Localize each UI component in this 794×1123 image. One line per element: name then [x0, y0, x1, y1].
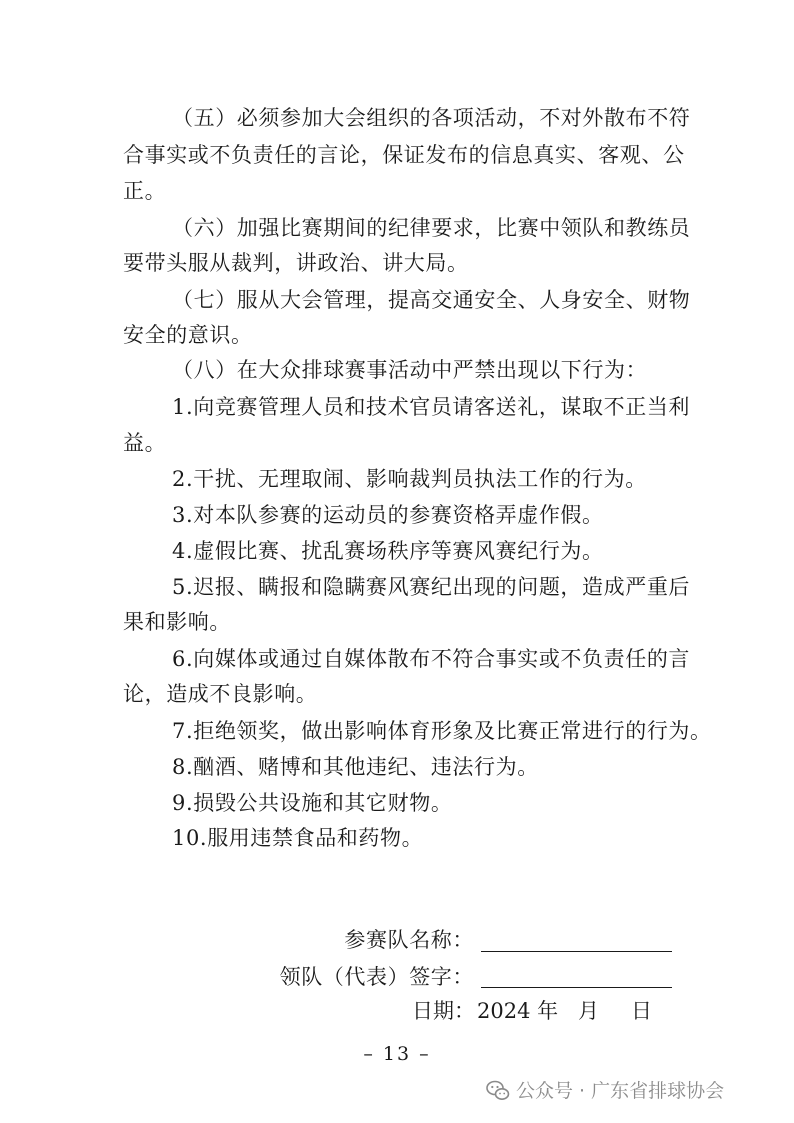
list-item: 5.迟报、瞒报和隐瞒赛风赛纪出现的问题，造成严重后	[172, 575, 691, 599]
list-item: 1.向竞赛管理人员和技术官员请客送礼，谋取不正当利	[172, 395, 691, 419]
leader-signature-line[interactable]	[481, 987, 672, 988]
paragraph-line: 正。	[123, 179, 167, 203]
list-item: 8.酗酒、赌博和其他违纪、违法行为。	[172, 755, 539, 779]
watermark	[486, 1078, 724, 1104]
date-month: 月	[578, 999, 599, 1023]
list-item: 4.虚假比赛、扰乱赛场秩序等赛风赛纪行为。	[172, 539, 604, 563]
list-item-continuation: 益。	[123, 431, 167, 455]
list-item: 2.干扰、无理取闹、影响裁判员执法工作的行为。	[172, 467, 647, 491]
date-label: 日期：	[412, 999, 475, 1023]
list-item: 6.向媒体或通过自媒体散布不符合事实或不负责任的言	[172, 647, 691, 671]
list-item-continuation: 论，造成不良影响。	[123, 682, 318, 706]
team-name-signature-line[interactable]	[481, 951, 672, 952]
list-item: 10.服用违禁食品和药物。	[172, 826, 424, 850]
paragraph-line: （六）加强比赛期间的纪律要求，比赛中领队和教练员	[172, 216, 691, 240]
paragraph-line: 安全的意识。	[123, 323, 253, 347]
paragraph-line: 要带头服从裁判，讲政治、讲大局。	[123, 251, 469, 275]
paragraph-line: （七）服从大会管理，提高交通安全、人身安全、财物	[172, 288, 691, 312]
team-name-label: 参赛队名称：	[344, 928, 474, 952]
watermark-text: 公众号 · 广东省排球协会	[516, 1080, 725, 1102]
list-item: 7.拒绝领奖，做出影响体育形象及比赛正常进行的行为。	[172, 719, 712, 743]
paragraph-line: 合事实或不负责任的言论，保证发布的信息真实、客观、公	[123, 143, 685, 167]
leader-signature-label: 领队（代表）签字：	[279, 965, 474, 989]
list-item-continuation: 果和影响。	[123, 610, 231, 634]
date-day: 日	[631, 999, 652, 1023]
date-year: 2024 年	[477, 999, 559, 1023]
list-item: 3.对本队参赛的运动员的参赛资格弄虚作假。	[172, 503, 604, 527]
paragraph-line: （五）必须参加大会组织的各项活动，不对外散布不符	[172, 106, 691, 130]
list-item: 9.损毁公共设施和其它财物。	[172, 791, 453, 815]
paragraph-line: （八）在大众排球赛事活动中严禁出现以下行为：	[172, 358, 648, 382]
wechat-icon	[486, 1080, 510, 1102]
page-number: – 13 –	[363, 1043, 431, 1065]
